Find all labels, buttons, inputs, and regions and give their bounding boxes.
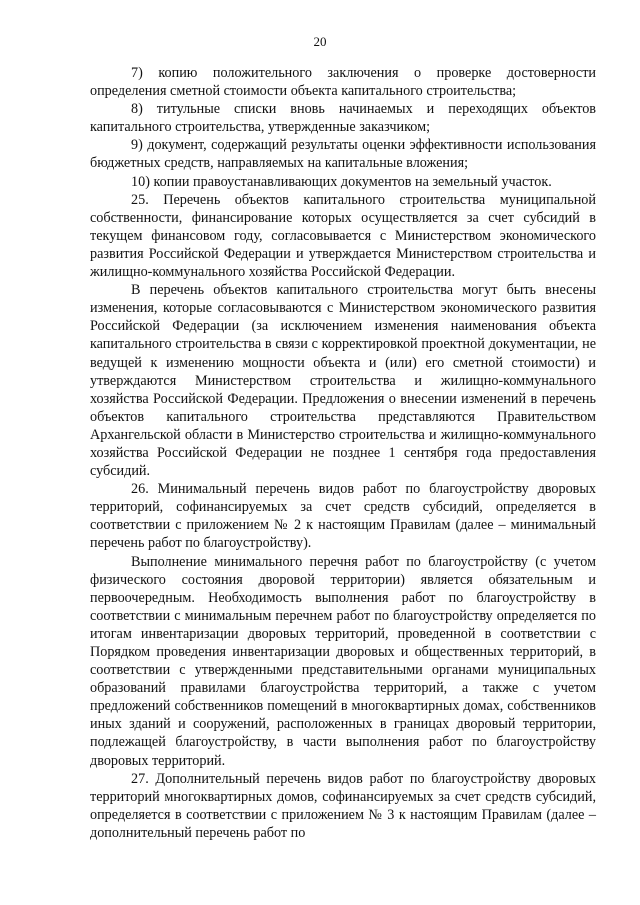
document-body [90, 64, 596, 842]
paragraph-clause-26-execution: Выполнение минимального перечня работ по благоустройству (с учетом физического состояния дворовой территории) является обязательным и первоочередным. Необходимость выполнения работ по благоустройству в соответствии с минимальным перечнем работ по благоустройству определяется по итогам инвентаризации дворовых территорий, проведенной в соответствии с Порядком проведения инвентаризации дворовых и общественных территорий, в соответствии с утвержденными представительными органами муниципальных образований правилами благоустройства территорий, а также с учетом предложений собственников помещений в многоквартирных домах, собственников иных зданий и сооружений, расположенных в границах дворовый территории, подлежащей благоустройству, в части выполнения работ по благоустройству дворовых территорий. [90, 553, 596, 769]
paragraph-item-8: 8) титульные списки вновь начинаемых и переходящих объектов капитального строительства, утвержденные заказчиком; [90, 101, 596, 136]
paragraph-clause-25-amendments: В перечень объектов капитального строительства могут быть внесены изменения, которые согласовываются с Министерством экономического развития Российской Федерации (за исключением изменения наименования объекта капитального строительства в связи с корректировкой проектной документации, не ведущей к изменению мощности объекта и (или) его сметной стоимости) и утверждаются Министерством строительства и жилищно-коммунального хозяйства Российской Федерации. Предложения о внесении изменений в перечень объектов капитального строительства представляются Правительством Архангельской области в Министерство строительства и жилищно-коммунального хозяйства Российской Федерации не позднее 1 сентября года предоставления субсидий. [90, 282, 596, 480]
paragraph-item-9: 9) документ, содержащий результаты оценки эффективности использования бюджетных средств, направляемых на капитальные вложения; [90, 137, 596, 172]
paragraph-item-7: 7) копию положительного заключения о проверке достоверности определения сметной стоимости объекта капитального строительства; [90, 65, 596, 100]
paragraph-clause-26: 26. Минимальный перечень видов работ по благоустройству дворовых территорий, софинансируемых за счет средств субсидий, определяется в соответствии с приложением № 2 к настоящим Правилам (далее – минимальный перечень работ по благоустройству). [90, 481, 596, 552]
page-number: 20 [313, 34, 327, 49]
paragraph-clause-25: 25. Перечень объектов капитального строительства муниципальной собственности, финансирование которых осуществляется за счет субсидий в текущем финансовом году, согласовывается с Министерством экономического развития Российской Федерации и утверждается Министерством строительства и жилищно-коммунального хозяйства Российской Федерации. [90, 191, 596, 281]
paragraph-item-10: 10) копии правоустанавливающих документов на земельный участок. [131, 173, 552, 190]
paragraph-clause-27: 27. Дополнительный перечень видов работ по благоустройству дворовых территорий многоквартирных домов, софинансируемых за счет средств субсидий, определяется в соответствии с приложением № 3 к настоящим Правилам (далее – дополнительный перечень работ по [90, 770, 596, 841]
